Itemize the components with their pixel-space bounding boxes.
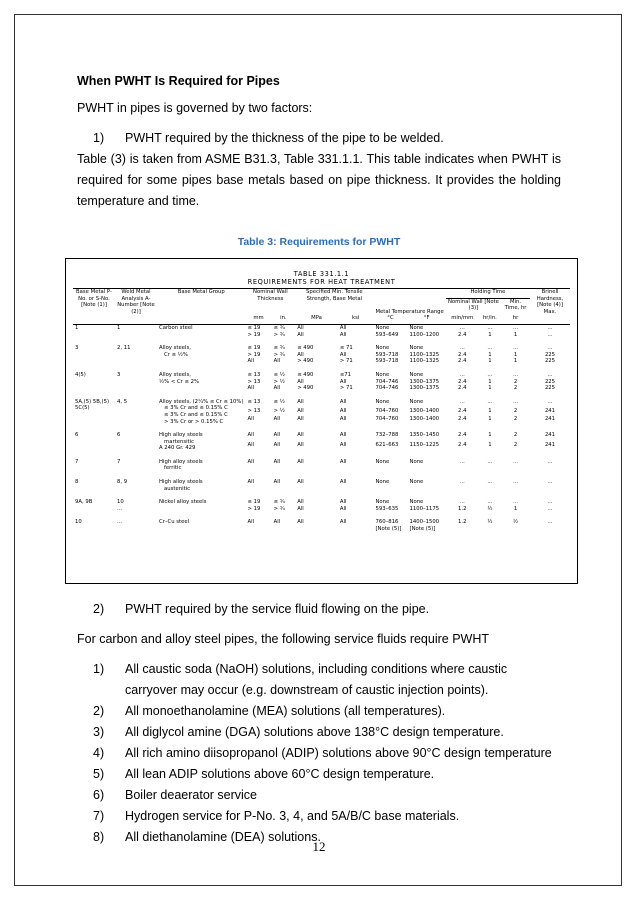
factor-1-text: PWHT required by the thickness of the pipe to be welded. [125,131,444,145]
table-cell: All [297,331,304,338]
table-cell: 2 [513,407,518,414]
fluid-item-text: All diethanolamine (DEA) solutions. [125,830,321,844]
col-nominal-wall: Nominal Wall Thickness [253,289,288,302]
table-cell: All [273,519,281,526]
table-cell: 1 [488,351,492,358]
table-cell: ... [459,371,465,378]
table-cell: 704–746 [375,378,399,385]
table-cell: All [273,416,281,423]
table-cell: ≤ 71 [339,345,353,352]
fluid-list-item [77,659,561,701]
cell-weld-ano: 10 ... [117,499,124,512]
table-cell: ≤ ¾ [273,324,285,331]
unit-mpa: MPa [311,315,322,322]
table-cell: 225 [544,351,556,358]
table-cell: None [409,479,424,486]
cell-base-group: Alloy steels, (2¼% ≤ Cr ≤ 10%) ≤ 3% Cr and ≤ 0.15% C ≤ 3% Cr and ≤ 0.15% C > 3% Cr or > 0.15% C [159,398,244,425]
fluid-item-text: All rich amino diisopropanol (ADIP) solutions above 90°C design temperature [125,746,552,760]
table-cell: 1100–1325 [409,358,440,365]
table-cell: All [339,398,347,405]
fluid-list-item [77,701,561,722]
table-cell: All [247,416,255,423]
table-cell: > 13 [247,378,261,385]
table-cell: ... [547,324,553,331]
table-cell: All [339,505,347,512]
table-cell: ... [513,479,519,486]
table-cell: ... [513,499,519,506]
table-cell: None [375,499,390,506]
pwht-requirements-table [73,270,570,540]
table-cell: > 19 [247,331,261,338]
cell-pno: 3 [75,345,79,352]
table-cell: 2.4 [458,378,467,385]
cell-pno: 8 [75,479,79,486]
unit-f: °F [423,315,430,322]
cell-base-group: Carbon steel [159,324,193,331]
fluid-item-num: 5) [93,767,105,781]
table-cell: 1100–1175 [409,505,440,512]
cell-weld-ano: 8, 9 [117,479,128,486]
cell-pno: 1 [75,324,79,331]
table-cell: ½ [487,519,493,526]
col-brinell: Brinell Hardness, [Note (4)] Max. [536,289,564,315]
table-cell: ... [459,479,465,486]
unit-min-mm: min/mm [451,315,474,322]
table-cell: 2.4 [458,385,467,392]
table-cell: 1 [513,505,518,512]
table-cell: All [297,441,304,448]
table-cell: 2.4 [458,416,467,423]
table-cell: 241 [544,416,556,423]
table-row [73,459,570,472]
cell-base-group: Nickel alloy steels [159,499,207,506]
table-cell: All [297,351,304,358]
table-cell: 1400–1500 [Note (5)] [409,519,440,533]
table-cell: ... [513,345,519,352]
table-cell: ≤ ¾ [273,345,285,352]
table-cell: All [339,331,347,338]
table-cell: ½ [512,519,519,526]
table-cell: None [409,371,424,378]
table-cell: All [297,432,304,439]
col-tensile: Specified Min. Tensile Strength, Base Metal [305,289,363,302]
table-cell: 2 [513,416,518,423]
cell-base-group: Alloy steels, Cr ≤ ½% [159,345,191,358]
unit-hr: hr [512,315,519,322]
table-cell: ½ [487,505,493,512]
table-cell: > 13 [247,407,261,414]
table-cell: 1350–1450 [409,432,440,439]
cell-base-group: High alloy steels martensitic A 240 Gr. 429 [159,432,203,452]
table-cell: All [297,416,304,423]
fluid-item-text: All diglycol amine (DGA) solutions above 138°C design temperature. [125,725,504,739]
table-cell: None [409,345,424,352]
table-cell: All [297,407,304,414]
fluid-item-text: All caustic soda (NaOH) solutions, including conditions where caustic carryover may occur (e.g. downstream of caustic injection points). [125,662,508,697]
table-cell: ... [487,345,493,352]
table-cell: 225 [544,378,556,385]
table-cell: All [247,358,255,365]
table-cell: > 19 [247,351,261,358]
table-cell: ... [513,398,519,405]
table-cell: 593–635 [375,505,399,512]
unit-c: °C [387,315,394,322]
fluid-list-item [77,743,561,764]
table-row [73,479,570,492]
table-cell: > 71 [339,358,353,365]
col-metal-temp: Metal Temperature Range [375,308,444,315]
table-cell: All [339,351,347,358]
cell-base-group: High alloy steels austenitic [159,479,203,492]
table-cell: 225 [544,385,556,392]
cell-base-group: High alloy steels ferritic [159,458,203,472]
table-cell: All [297,505,304,512]
table-cell: ... [459,345,465,352]
table-cell: 1300–1400 [409,416,440,423]
cell-weld-ano: 6 [117,432,121,439]
table-cell: 1.2 [458,505,467,512]
table-cell: 1100–1200 [409,331,440,338]
table-cell: All [247,479,255,486]
table-cell: All [297,378,304,385]
fluid-item-num: 7) [93,809,105,823]
unit-mm: mm [253,315,264,322]
page-content [77,74,561,248]
cell-base-group: Alloy steels, ½% < Cr ≤ 2% [159,371,200,385]
table-cell: 2.4 [458,331,467,338]
table-cell: 704–746 [375,385,399,392]
col-min-time: Min. Time, hr [504,298,527,312]
table-cell: All [273,458,281,465]
cell-weld-ano: 2, 11 [117,345,131,352]
cell-pno: 9A, 9B [75,499,93,506]
cell-pno: 4(5) [75,371,86,378]
table-cell: None [409,324,424,331]
cell-pno: 7 [75,458,79,465]
table-cell: ... [487,371,493,378]
table-cell: ≤ 19 [247,345,261,352]
table-cell: 2 [513,441,518,448]
table-cell: 1 [488,407,492,414]
cell-weld-ano: 7 [117,458,121,465]
table-cell: All [247,519,255,526]
unit-in: in. [280,315,287,322]
table-cell: > ¾ [273,351,285,358]
table-cell: 704–760 [375,416,399,423]
table-cell: None [409,458,424,465]
table-cell: None [409,499,424,506]
cell-weld-ano: 3 [117,371,121,378]
factor-1 [77,128,561,149]
table-cell: All [297,324,304,331]
table-cell: All [339,432,347,439]
table-cell: ... [547,479,553,486]
table-cell: ≤ 490 [297,345,314,352]
table-cell: 225 [544,358,556,365]
table-cell: 1 [488,441,492,448]
table-cell: All [247,385,255,392]
fluid-item-text: Boiler deaerator service [125,788,258,802]
unit-hr-in: hr/in. [482,315,497,322]
page-number: 12 [312,839,326,854]
cell-weld-ano: 4, 5 [117,398,128,405]
section-heading: When PWHT Is Required for Pipes [77,74,280,88]
table-cell: 2.4 [458,351,467,358]
cell-pno: 5A,(5) 5B,(5) 5C(5) [75,398,110,412]
table-cell: All [339,499,347,506]
fluid-item-text: All monoethanolamine (MEA) solutions (all temperatures). [125,704,446,718]
factor-2-num: 2) [93,602,105,616]
table-cell: None [375,371,390,378]
col-nominal-wall-note: Nominal Wall [Note (3)] [447,298,499,312]
table-cell: 1 [488,378,492,385]
col-base-group: Base Metal Group [177,289,225,295]
col-holding-time: Holding Time [446,289,530,299]
table-cell: All [297,398,304,405]
table-cell: ... [487,479,493,486]
table-cell: 241 [544,407,556,414]
table-cell: All [247,432,255,439]
table-cell: ... [547,398,553,405]
table-cell: 1150–1225 [409,441,440,448]
factor-2-text: PWHT required by the service fluid flowing on the pipe. [125,602,430,616]
table-cell: ≤ 19 [247,499,261,506]
table-cell: ... [547,331,553,338]
table-cell: 1300–1375 [409,378,440,385]
table-cell: > 490 [297,385,314,392]
table-cell: ≤ ½ [273,398,285,405]
table-cell: 593–718 [375,358,399,365]
fluid-item-num: 4) [93,746,105,760]
table-cell: All [273,432,281,439]
table-cell: > ½ [273,407,285,414]
table-cell: 2 [513,432,518,439]
table-cell: 2.4 [458,358,467,365]
table-cell: 1 [488,331,492,338]
table-cell: ... [459,324,465,331]
factor-1-num: 1) [93,131,105,145]
table-cell: ... [487,458,493,465]
table-cell: All [339,378,347,385]
table-cell: 241 [544,441,556,448]
table-row [73,519,570,532]
table-cell: 1 [488,385,492,392]
table-row [73,372,570,379]
intro-text: PWHT in pipes is governed by two factors: [77,101,313,115]
table-cell: > 19 [247,505,261,512]
table-cell: All [339,519,347,526]
table-cell: ... [547,519,553,526]
fluid-item-num: 8) [93,830,105,844]
table-cell: 1 [513,358,518,365]
table-cell: 593–718 [375,351,399,358]
table-cell: ... [547,505,553,512]
table-cell: All [339,416,347,423]
table-cell: ... [487,324,493,331]
table-cell: All [339,441,347,448]
service-fluids-intro: For carbon and alloy steel pipes, the following service fluids require PWHT [77,632,489,646]
table-cell: None [375,479,390,486]
table-cell: 1 [488,358,492,365]
table-cell: All [297,479,304,486]
table-cell: > ¾ [273,331,285,338]
fluid-list-item [77,764,561,785]
fluid-item-num: 3) [93,725,105,739]
table-cell: All [273,385,281,392]
fluid-item-num: 6) [93,788,105,802]
table-cell: ... [513,371,519,378]
table-row [73,345,570,352]
table-cell: ... [513,458,519,465]
col-base-metal: Base Metal P-No. or S-No. [Note (1)] [76,289,112,309]
table-cell: 2.4 [458,441,467,448]
table-cell: None [375,398,390,405]
table-cell: ... [459,458,465,465]
table-cell: > 71 [339,385,353,392]
table-cell: ... [547,499,553,506]
table-cell: ... [459,398,465,405]
table-cell: 241 [544,432,556,439]
table-cell: 1300–1375 [409,385,440,392]
fluid-list-item [77,722,561,743]
table-cell: > ½ [273,378,285,385]
table-row [73,432,570,442]
table-cell: 760–816 [Note (5)] [375,519,402,533]
table-description: Table (3) is taken from ASME B31.3, Table 331.1.1. This table indicates when PWHT is required for some pipes base metals based on pipe thickness. It provides the holding temperature and time. [77,152,561,208]
table-cell: 1 [488,416,492,423]
table-cell: ≤ ¾ [273,499,285,506]
cell-pno: 6 [75,432,79,439]
fluid-item-num: 2) [93,704,105,718]
table-cell: All [297,499,304,506]
cell-weld-ano: 1 [117,324,121,331]
table-cell: 2 [513,385,518,392]
table-cell: ... [547,371,553,378]
table-cell: 1 [488,432,492,439]
table-cell: > ¾ [273,505,285,512]
table-cell: All [297,519,304,526]
table-cell: 1100–1325 [409,351,440,358]
table-cell: ≤ 490 [297,371,314,378]
unit-ksi: ksi [352,315,360,322]
table-cell: All [273,441,281,448]
fluid-item-text: All lean ADIP solutions above 60°C design temperature. [125,767,435,781]
table-cell: 2.4 [458,432,467,439]
table-cell: 1.2 [458,519,467,526]
table-cell: 2.4 [458,407,467,414]
table-cell: All [339,458,347,465]
table-cell: All [339,407,347,414]
table-cell: None [409,398,424,405]
cell-weld-ano: ... [117,519,123,526]
table-cell: 704–760 [375,407,399,414]
table-cell: ≤ 19 [247,324,261,331]
table-title: TABLE 331.1.1 [293,270,350,278]
table-cell: ... [459,499,465,506]
table-cell: All [273,479,281,486]
page-content-lower [77,599,561,848]
table-cell: All [247,441,255,448]
table-subtitle: REQUIREMENTS FOR HEAT TREATMENT [247,278,396,286]
table-cell: 1300–1400 [409,407,440,414]
col-weld-metal: Weld Metal Analysis A-Number [Note (2)] [117,289,155,315]
cell-base-group: Cr–Cu steel [159,519,190,526]
table-cell: ... [513,324,519,331]
table-cell: ... [487,499,493,506]
table-cell: All [339,479,347,486]
table-cell: ≤ ½ [273,371,285,378]
table-cell: ≤ 13 [247,371,261,378]
service-fluids-list [77,659,561,848]
table-cell: ≤ 13 [247,398,261,405]
fluid-list-item [77,806,561,827]
table-cell: > 490 [297,358,314,365]
cell-pno: 10 [75,519,82,526]
table-cell: All [297,458,304,465]
table-cell: None [375,458,390,465]
table-cell: All [273,358,281,365]
table-cell: 593–649 [375,331,399,338]
table-cell: All [247,458,255,465]
table-cell: All [339,324,347,331]
table-cell: ... [487,398,493,405]
factor-2 [77,599,561,620]
fluid-list-item [77,785,561,806]
table-cell: ≤71 [339,371,352,378]
table-cell: 621–663 [375,441,399,448]
table-cell: ... [547,458,553,465]
table-cell: 2 [513,378,518,385]
table-row [73,499,570,506]
table-cell: 732–788 [375,432,399,439]
table-cell: None [375,345,390,352]
fluid-item-num: 1) [93,662,105,676]
table-caption: Table 3: Requirements for PWHT [237,236,401,248]
table-cell: 1 [513,351,518,358]
table-row [73,324,570,331]
table-cell: 1 [513,331,518,338]
table-cell: None [375,324,390,331]
fluid-item-text: Hydrogen service for P-No. 3, 4, and 5A/B/C base materials. [125,809,460,823]
table-cell: ... [547,345,553,352]
